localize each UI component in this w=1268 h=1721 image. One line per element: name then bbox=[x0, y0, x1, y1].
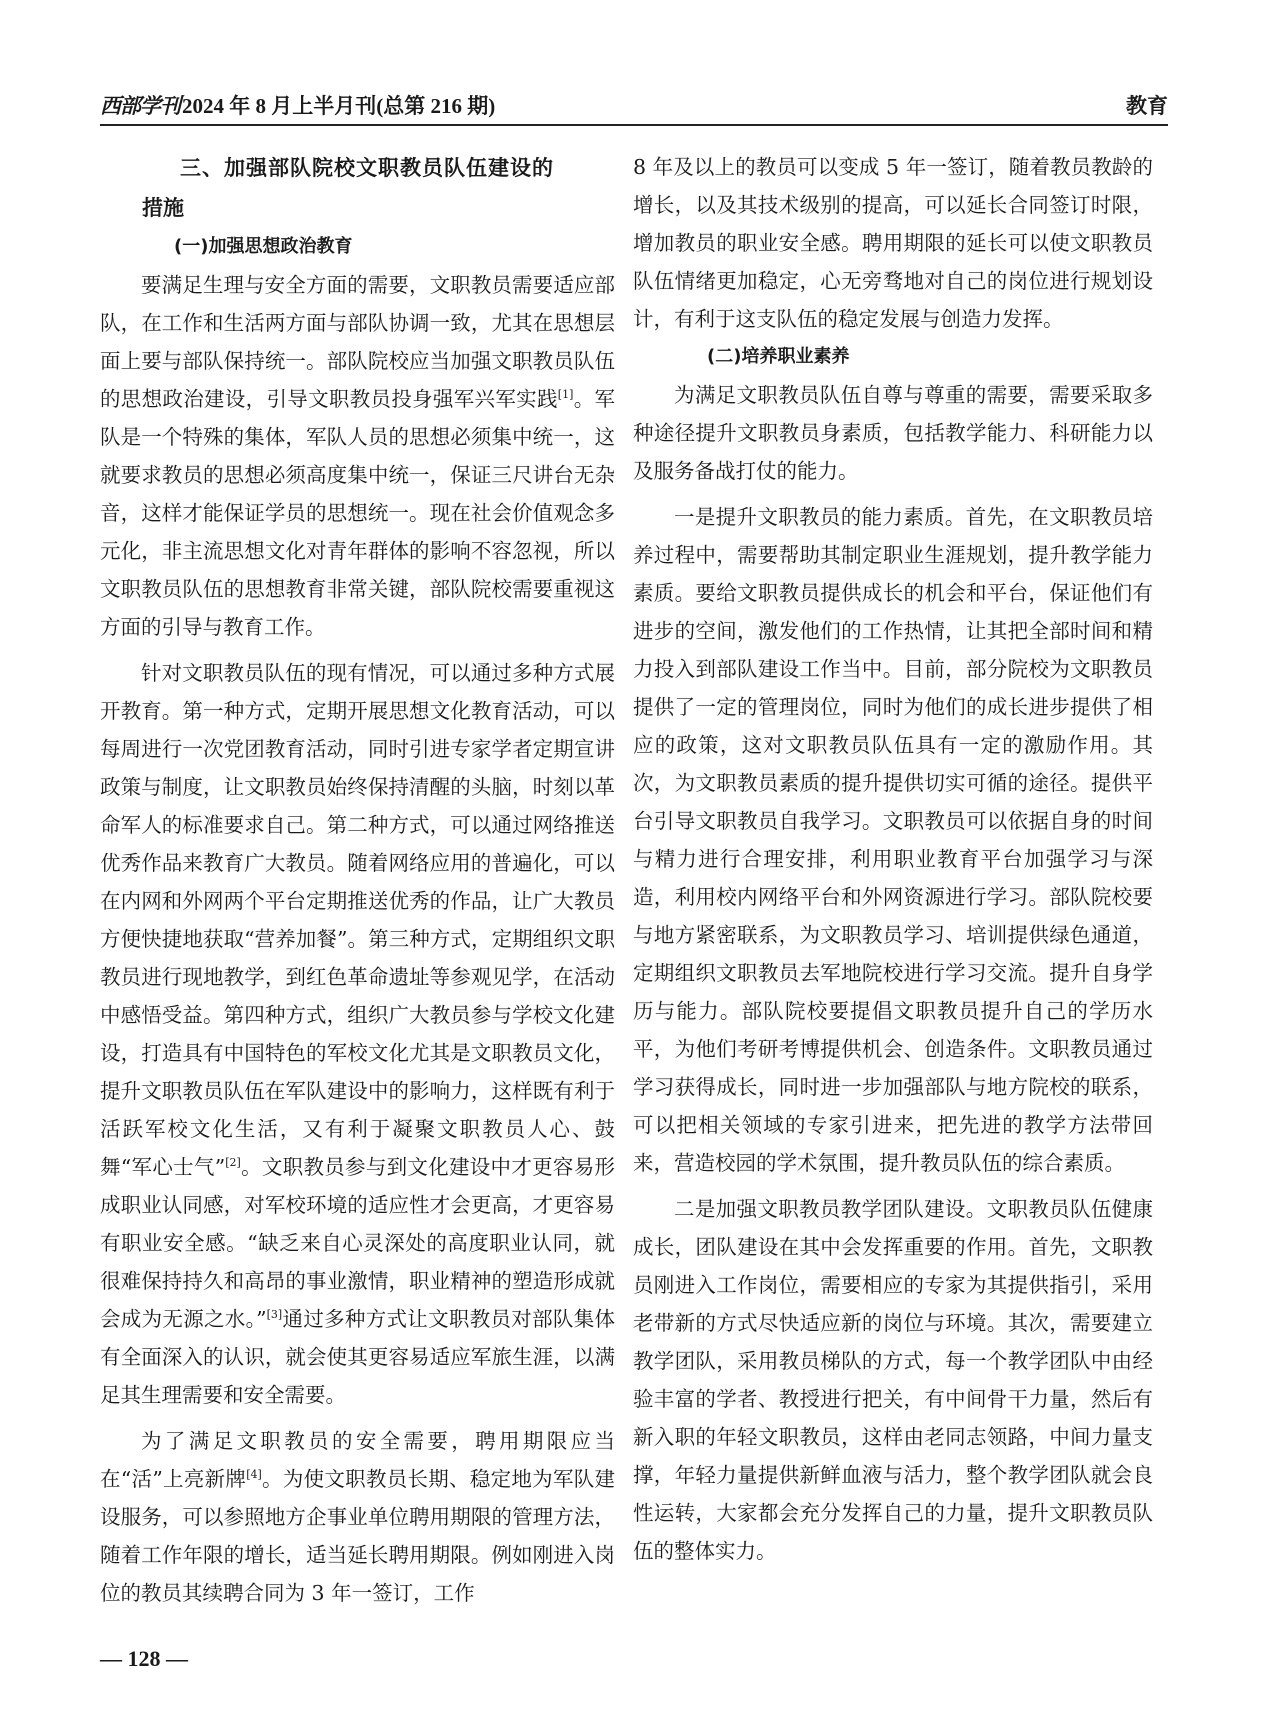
paragraph: 8 年及以上的教员可以变成 5 年一签订，随着教员教龄的增长，以及其技术级别的提高，可以延长合同签订时限，增加教员的职业安全感。聘用期限的延长可以使文职教员队伍情绪更加稳定，心无旁骛地对自己的岗位进行规划设计，有利于这支队伍的稳定发展与创造力发挥。 bbox=[633, 155, 1153, 331]
page-header bbox=[100, 84, 1168, 124]
paragraph: 为了满足文职教员的安全需要，聘用期限应当在“活”上亮新牌[4]。为使文职教员长期、稳定地为军队建设服务，可以参照地方企事业单位聘用期限的管理方法，随着工作年限的增长，适当延长聘用期限。例如刚进入岗位的教员其续聘合同为 3 年一签订，工作 bbox=[100, 1429, 615, 1605]
citation-ref[interactable]: [3] bbox=[266, 1308, 283, 1321]
paragraph: 针对文职教员队伍的现有情况，可以通过多种方式展开教育。第一种方式，定期开展思想文化教育活动，可以每周进行一次党团教育活动，同时引进专家学者定期宣讲政策与制度，让文职教员始终保持清醒的头脑，时刻以革命军人的标准要求自己。第二种方式，可以通过网络推送优秀作品来教育广大教员。随着网络应用的普遍化，可以在内网和外网两个平台定期推送优秀的作品，让广大教员方便快捷地获取“营养加餐”。第三种方式，定期组织文职教员进行现地教学，到红色革命遗址等参观见学，在活动中感悟受益。第四种方式，组织广大教员参与学校文化建设，打造具有中国特色的军校文化尤其是文职教员文化，提升文职教员队伍在军队建设中的影响力，这样既有利于活跃军校文化生活，又有利于凝聚文职教员人心、鼓舞“军心士气”[2]。文职教员参与到文化建设中才更容易形成职业认同感，对军校环境的适应性才会更高，才更容易有职业安全感。“缺乏来自心灵深处的高度职业认同，就很难保持持久和高昂的事业激情，职业精神的塑造形成就会成为无源之水。”[3]通过多种方式让文职教员对部队集体有全面深入的认识，就会使其更容易适应军旅生涯，以满足其生理需要和安全需要。 bbox=[100, 661, 615, 1407]
right-column bbox=[633, 148, 1153, 1570]
paragraph: 为满足文职教员队伍自尊与尊重的需要，需要采取多种途径提升文职教员身素质，包括教学能力、科研能力以及服务备战打仗的能力。 bbox=[633, 383, 1153, 483]
citation-ref[interactable]: [4] bbox=[246, 1468, 262, 1481]
paragraph: 一是提升文职教员的能力素质。首先，在文职教员培养过程中，需要帮助其制定职业生涯规划，提升教学能力素质。要给文职教员提供成长的机会和平台，保证他们有进步的空间，激发他们的工作热情，让其把全部时间和精力投入到部队建设工作当中。目前，部分院校为文职教员提供了一定的管理岗位，同时为他们的成长进步提供了相应的政策，这对文职教员队伍具有一定的激励作用。其次，为文职教员素质的提升提供切实可循的途径。提供平台引导文职教员自我学习。文职教员可以依据自身的时间与精力进行合理安排，利用职业教育平台加强学习与深造，利用校内网络平台和外网资源进行学习。部队院校要与地方紧密联系，为文职教员学习、培训提供绿色通道，定期组织文职教员去军地院校进行学习交流。提升自身学历与能力。部队院校要提倡文职教员提升自己的学历水平，为他们考研考博提供机会、创造条件。文职教员通过学习获得成长，同时进一步加强部队与地方院校的联系，可以把相关领域的专家引进来，把先进的教学方法带回来，营造校园的学术氛围，提升教员队伍的综合素质。 bbox=[633, 505, 1153, 1175]
section-label: 教育 bbox=[1126, 94, 1168, 118]
subsection-title-1: (一)加强思想政治教育 bbox=[174, 236, 353, 257]
paragraph: 二是加强文职教员教学团队建设。文职教员队伍健康成长，团队建设在其中会发挥重要的作用。首先，文职教员刚进入工作岗位，需要相应的专家为其提供指引，采用老带新的方式尽快适应新的岗位与环境。其次，需要建立教学团队，采用教员梯队的方式，每一个教学团队中由经验丰富的学者、教授进行把关，有中间骨干力量，然后有新入职的年轻文职教员，这样由老同志领路，中间力量支撑，年轻力量提供新鲜血液与活力，整个教学团队就会良性运转，大家都会充分发挥自己的力量，提升文职教员队伍的整体实力。 bbox=[633, 1197, 1153, 1563]
citation-ref[interactable]: [1] bbox=[557, 388, 574, 401]
paragraph: 要满足生理与安全方面的需要，文职教员需要适应部队，在工作和生活两方面与部队协调一致，尤其在思想层面上要与部队保持统一。部队院校应当加强文职教员队伍的思想政治建设，引导文职教员投身强军兴军实践[1]。军队是一个特殊的集体，军队人员的思想必须集中统一，这就要求教员的思想必须高度集中统一，保证三尺讲台无杂音，这样才能保证学员的思想统一。现在社会价值观念多元化，非主流思想文化对青年群体的影响不容忽视，所以文职教员队伍的思想教育非常关键，部队院校需要重视这方面的引导与教育工作。 bbox=[100, 273, 616, 639]
journal-logo: 西部学刊 bbox=[100, 94, 180, 118]
left-column bbox=[100, 148, 615, 1612]
page-number: — 128 — bbox=[100, 1646, 188, 1671]
section-title-continued: 措施 bbox=[142, 196, 184, 220]
header-journal-info bbox=[100, 90, 495, 120]
header-divider bbox=[100, 124, 1168, 126]
issue-info: 2024 年 8 月上半月刊(总第 216 期) bbox=[182, 94, 496, 118]
citation-ref[interactable]: [2] bbox=[225, 1156, 241, 1169]
subsection-title-2: (二)培养职业素养 bbox=[707, 346, 850, 367]
section-title: 三、加强部队院校文职教员队伍建设的 bbox=[180, 156, 554, 180]
